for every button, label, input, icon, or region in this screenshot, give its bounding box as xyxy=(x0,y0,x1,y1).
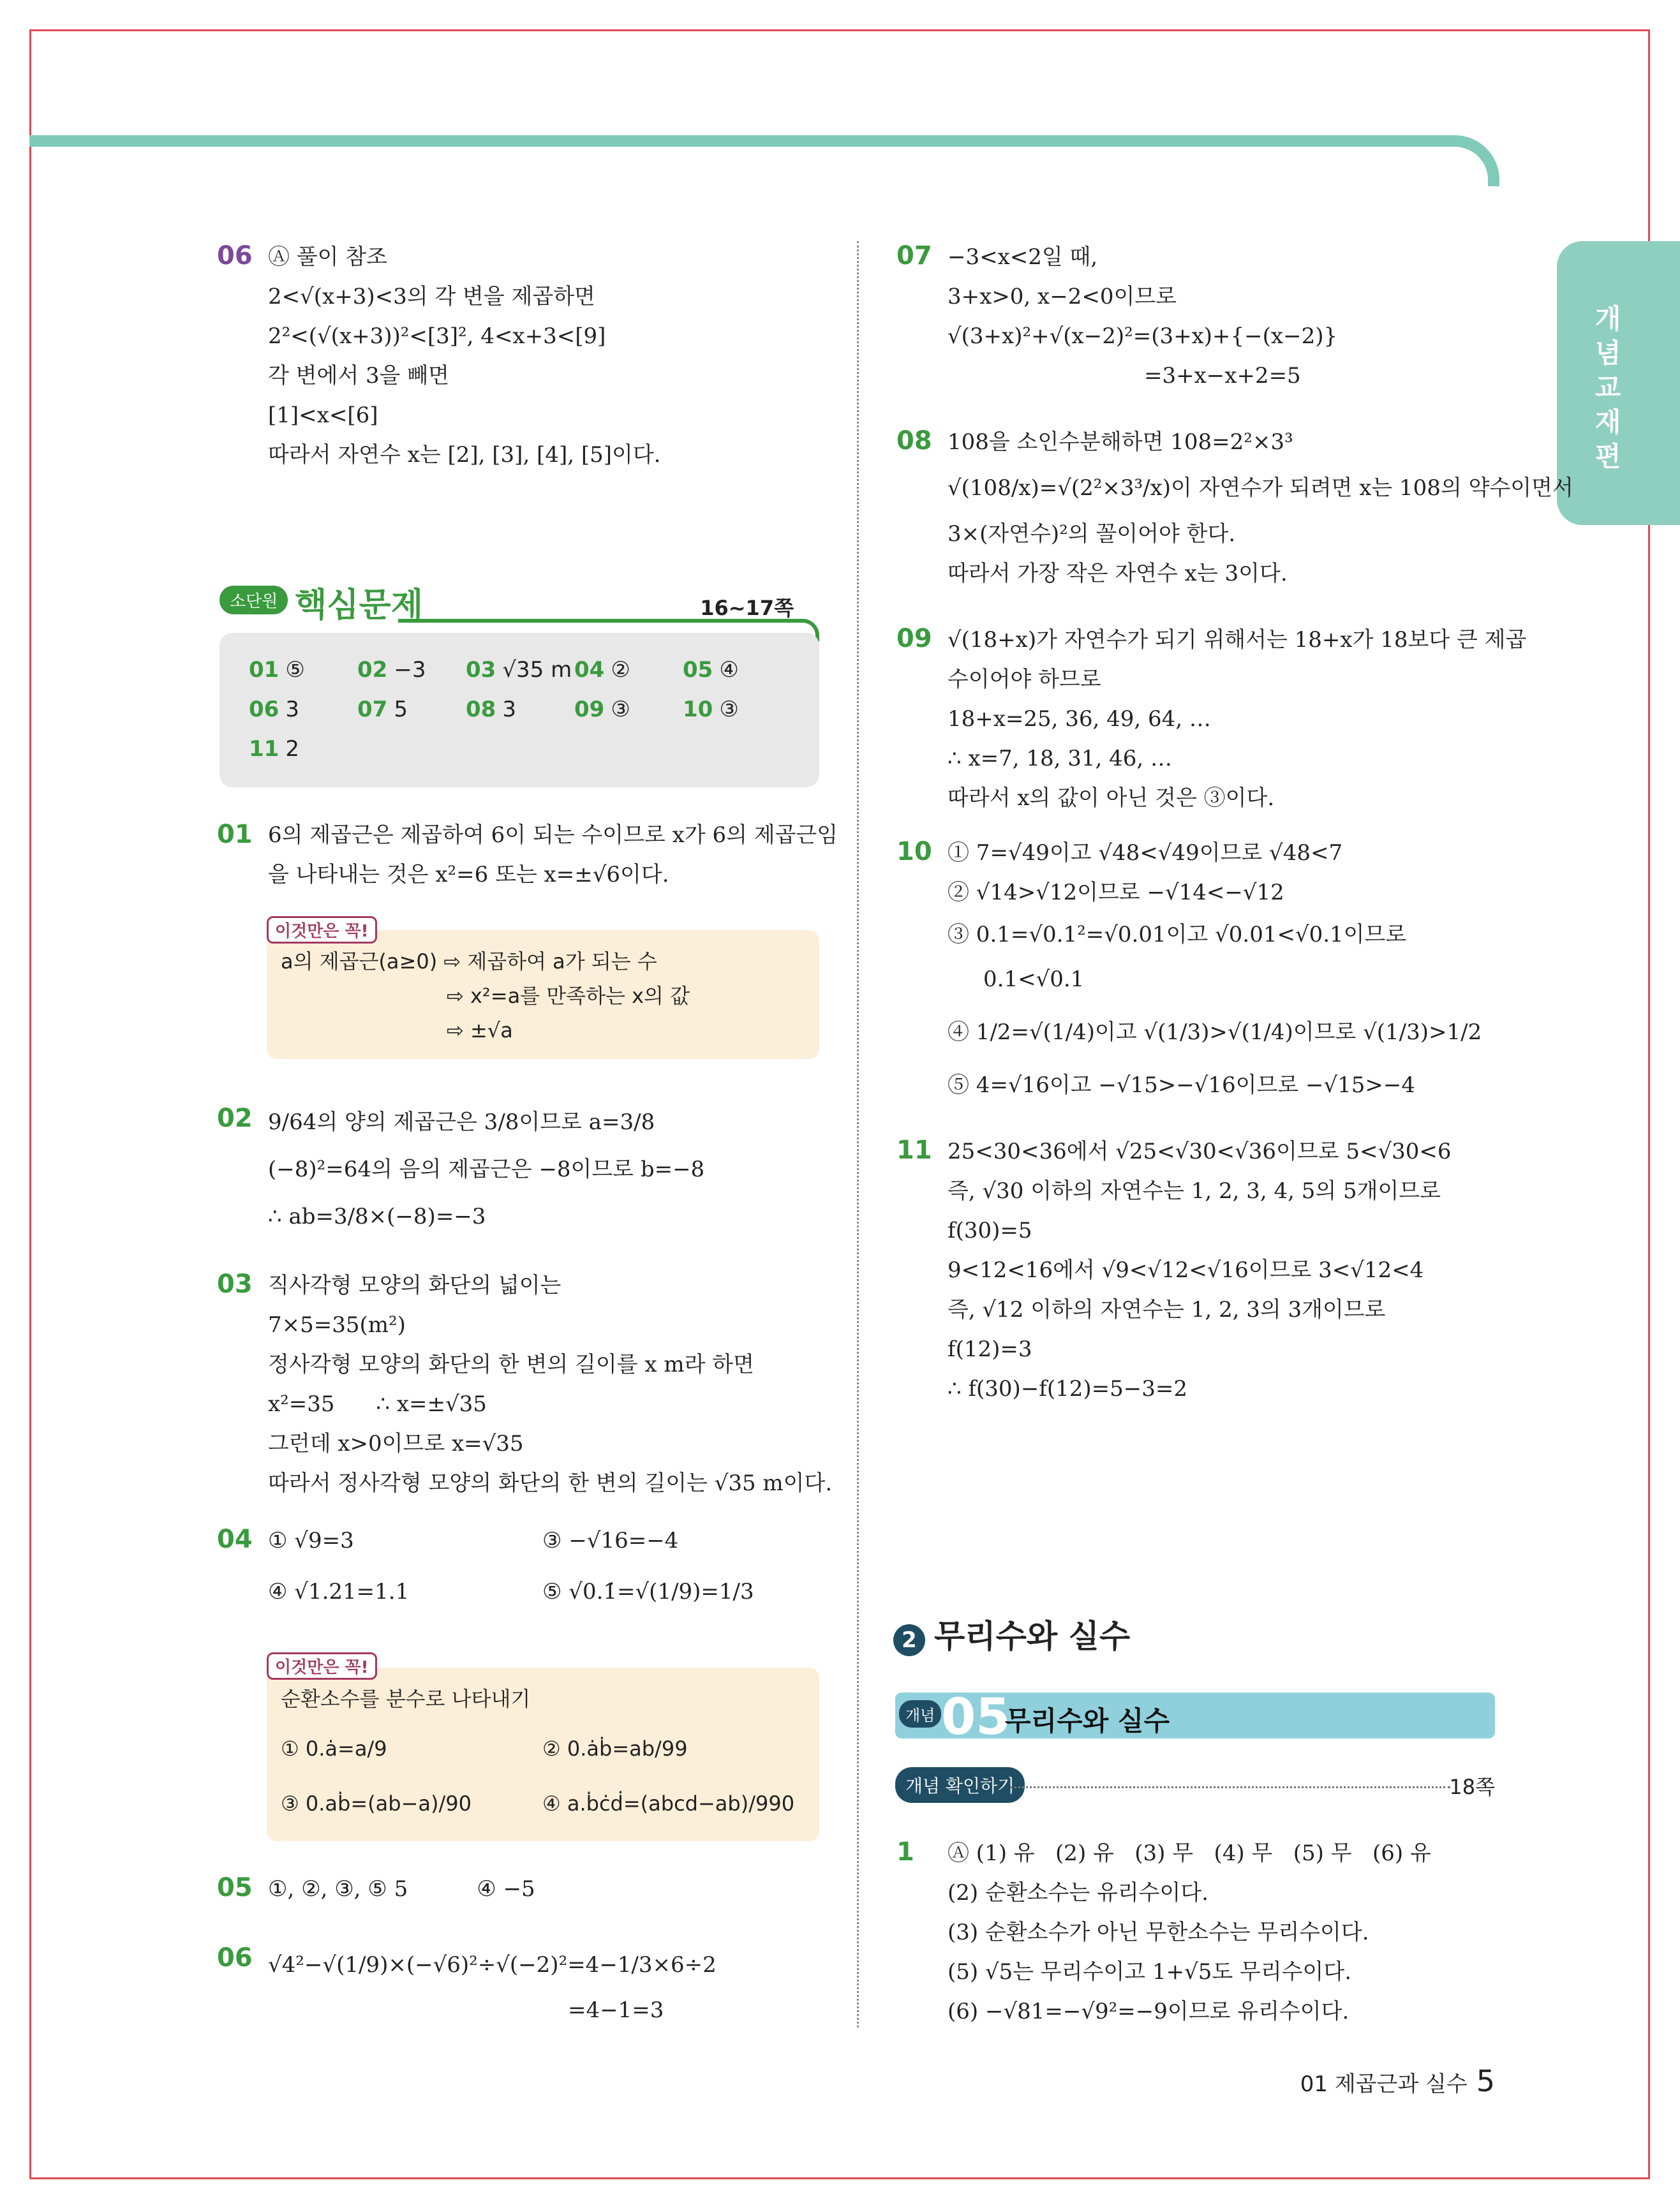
tip-line: a의 제곱근(a≥0) ⇨ 제곱하여 a가 되는 수 xyxy=(281,949,657,974)
solution-line: Ⓐ (1) 유 (2) 유 (3) 무 (4) 무 (5) 무 (6) 유 xyxy=(948,1841,1431,1866)
solution-line: √(108/x)=√(2²×3³/x)이 자연수가 되려면 x는 108의 약수이면서 xyxy=(948,475,1573,501)
problem-number: 1 xyxy=(896,1837,914,1867)
core-title: 핵심문제 xyxy=(295,586,423,625)
solution-line: ① 7=√49이고 √48<√49이므로 √48<7 xyxy=(948,840,1343,866)
header-bar xyxy=(29,135,1459,147)
problem-06-calc xyxy=(268,1939,717,2030)
answer-item: 03 √35 m xyxy=(466,657,572,683)
solution-line: ④ 1/2=√(1/4)이고 √(1/3)>√(1/4)이므로 √(1/3)>1/2 xyxy=(948,1019,1482,1045)
problem-number: 03 xyxy=(217,1270,253,1299)
solution-line: 수이어야 하므로 xyxy=(948,667,1101,692)
problem-number: 11 xyxy=(896,1136,932,1165)
solution-line: ⑤ 4=√16이고 −√15>−√16이므로 −√15>−4 xyxy=(948,1072,1416,1098)
side-tab xyxy=(1557,241,1680,525)
solution-item: ⑤ √0.1̇=√(1/9)=1/3 xyxy=(542,1579,754,1604)
solution-line: ①, ②, ③, ⑤ 5 ④ −5 xyxy=(268,1876,535,1902)
concept-check-label: 개념 확인하기 xyxy=(895,1767,1025,1803)
solution-line: =3+x−x+2=5 xyxy=(1144,363,1301,389)
column-divider xyxy=(857,241,859,2027)
problem-07-solution xyxy=(948,237,1337,396)
problem-10-solution xyxy=(948,833,1482,1108)
solution-line: 9/64의 양의 제곱근은 3/8이므로 a=3/8 xyxy=(268,1109,655,1135)
solution-item: ④ √1.21=1.1 xyxy=(268,1579,410,1604)
page-footer xyxy=(1300,2064,1495,2098)
problem-number: 10 xyxy=(896,837,932,866)
problem-06-solution xyxy=(268,237,661,475)
solution-line: 3×(자연수)²의 꼴이어야 한다. xyxy=(948,521,1236,547)
problem-1-solution xyxy=(948,1834,1431,2031)
tip-label: 이것만은 꼭! xyxy=(267,916,377,944)
solution-line: Ⓐ 풀이 참조 xyxy=(268,244,387,270)
solution-line: 6의 제곱근은 제곱하여 6이 되는 수이므로 x가 6의 제곱근임 xyxy=(268,822,838,848)
problem-number: 08 xyxy=(896,426,932,456)
tip-item: ② 0.ȧḃ=ab/99 xyxy=(542,1737,688,1761)
answer-item: 05 ④ xyxy=(683,657,739,683)
solution-line: x²=35 ∴ x=±√35 xyxy=(268,1391,487,1417)
answer-item: 10 ③ xyxy=(683,697,739,722)
answer-item: 08 3 xyxy=(466,697,516,722)
solution-line: 따라서 가장 작은 자연수 x는 3이다. xyxy=(948,561,1288,586)
section-number: 2 xyxy=(893,1624,925,1656)
problem-11-solution xyxy=(948,1132,1452,1409)
solution-line: 그런데 x>0이므로 x=√35 xyxy=(268,1431,524,1456)
concept-title: 무리수와 실수 xyxy=(1005,1705,1170,1737)
side-tab-label: 개념교재편 xyxy=(1595,303,1621,472)
answer-item: 02 −3 xyxy=(357,657,426,683)
section-title: 무리수와 실수 xyxy=(934,1618,1131,1655)
solution-line: 정사각형 모양의 화단의 한 변의 길이를 x m라 하면 xyxy=(268,1352,754,1377)
solution-line: ∴ f(30)−f(12)=5−3=2 xyxy=(948,1376,1188,1402)
chapter-label: 01 제곱근과 실수 xyxy=(1300,2071,1468,2097)
concept-bar xyxy=(895,1689,1495,1746)
answer-item: 01 ⑤ xyxy=(249,657,305,683)
solution-line: 18+x=25, 36, 49, 64, … xyxy=(948,706,1211,732)
answer-item: 06 3 xyxy=(249,697,299,722)
problem-04-solution xyxy=(268,1521,817,1623)
solution-item: ① √9=3 xyxy=(268,1528,354,1553)
concept-check-page: 18쪽 xyxy=(1449,1775,1495,1799)
problem-number: 06 xyxy=(217,241,253,270)
solution-line: 직사각형 모양의 화단의 넓이는 xyxy=(268,1273,561,1298)
concept-check-row xyxy=(895,1767,1495,1805)
dotted-leader xyxy=(1010,1786,1450,1788)
solution-line: 0.1<√0.1 xyxy=(983,967,1085,992)
concept-number: 05 xyxy=(941,1689,1011,1746)
tip-label: 이것만은 꼭! xyxy=(267,1652,377,1680)
section-heading xyxy=(893,1611,1130,1657)
tip-item: ① 0.ȧ=a/9 xyxy=(281,1737,387,1761)
solution-line: [1]<x<[6] xyxy=(268,403,378,428)
solution-line: (2) 순환소수는 유리수이다. xyxy=(948,1880,1209,1906)
problem-number: 07 xyxy=(896,241,932,270)
problem-number: 05 xyxy=(217,1873,253,1902)
problem-number: 04 xyxy=(217,1525,253,1554)
solution-line: 2²<(√(x+3))²<[3]², 4<x+3<[9] xyxy=(268,323,606,349)
solution-line: 따라서 자연수 x는 [2], [3], [4], [5]이다. xyxy=(268,442,661,468)
solution-line: √4²−√(1/9)×(−√6)²÷√(−2)²=4−1/3×6÷2 xyxy=(268,1952,717,1978)
page-number: 5 xyxy=(1476,2064,1495,2098)
solution-line: ② √14>√12이므로 −√14<−√12 xyxy=(948,880,1284,905)
solution-line: 따라서 정사각형 모양의 화단의 한 변의 길이는 √35 m이다. xyxy=(268,1471,833,1496)
problem-08-solution xyxy=(948,422,1573,593)
problem-number: 02 xyxy=(217,1104,253,1133)
solution-line: ∴ x=7, 18, 31, 46, … xyxy=(948,746,1172,771)
solution-line: (3) 순환소수가 아닌 무한소수는 무리수이다. xyxy=(948,1920,1369,1945)
problem-number: 09 xyxy=(896,624,932,653)
solution-line: 25<30<36에서 √25<√30<√36이므로 5<√30<6 xyxy=(948,1139,1452,1164)
core-problems-header xyxy=(219,582,819,626)
solution-line: 2<√(x+3)<3의 각 변을 제곱하면 xyxy=(268,284,595,309)
solution-line: 108을 소인수분해하면 108=2²×3³ xyxy=(948,429,1293,455)
concept-tag: 개념 xyxy=(899,1700,941,1728)
solution-line: ∴ ab=3/8×(−8)=−3 xyxy=(268,1204,486,1229)
solution-line: f(30)=5 xyxy=(948,1218,1032,1243)
problem-02-solution xyxy=(268,1099,704,1240)
solution-line: (6) −√81=−√9²=−9이므로 유리수이다. xyxy=(948,1999,1349,2024)
solution-line: f(12)=3 xyxy=(948,1337,1032,1362)
solution-line: 을 나타내는 것은 x²=6 또는 x=±√6이다. xyxy=(268,862,669,887)
answer-item: 07 5 xyxy=(357,697,408,722)
solution-line: −3<x<2일 때, xyxy=(948,244,1098,270)
tip-item: ③ 0.aḃ=(ab−a)/90 xyxy=(281,1791,472,1816)
solution-line: 따라서 x의 값이 아닌 것은 ③이다. xyxy=(948,785,1275,811)
solution-item: ③ −√16=−4 xyxy=(542,1528,679,1553)
solution-line: 즉, √12 이하의 자연수는 1, 2, 3의 3개이므로 xyxy=(948,1297,1386,1323)
section-badge: 소단원 xyxy=(219,586,288,614)
answer-item: 04 ② xyxy=(574,657,630,683)
solution-line: √(18+x)가 자연수가 되기 위해서는 18+x가 18보다 큰 제곱 xyxy=(948,627,1527,653)
problem-number: 01 xyxy=(217,820,253,849)
core-pages: 16~17쪽 xyxy=(700,596,794,620)
solution-line: (5) √5는 무리수이고 1+√5도 무리수이다. xyxy=(948,1959,1352,1985)
problem-03-solution xyxy=(268,1266,832,1503)
tip-line: ⇨ x²=a를 만족하는 x의 값 xyxy=(447,984,690,1008)
tip-item: ④ a.ḃċḋ=(abcd−ab)/990 xyxy=(542,1791,795,1816)
problem-01-solution xyxy=(268,815,838,894)
problem-09-solution xyxy=(948,620,1526,818)
solution-line: =4−1=3 xyxy=(568,1997,664,2023)
solution-line: (−8)²=64의 음의 제곱근은 −8이므로 b=−8 xyxy=(268,1157,705,1182)
answer-item: 11 2 xyxy=(249,736,299,762)
problem-05-solution xyxy=(268,1869,535,1909)
problem-number: 06 xyxy=(217,1943,253,1973)
solution-line: 7×5=35(m²) xyxy=(268,1312,406,1338)
solution-line: 즉, √30 이하의 자연수는 1, 2, 3, 4, 5의 5개이므로 xyxy=(948,1178,1441,1204)
tip-title: 순환소수를 분수로 나타내기 xyxy=(281,1687,531,1711)
solution-line: 각 변에서 3을 빼면 xyxy=(268,363,449,389)
answer-item: 09 ③ xyxy=(574,697,630,722)
tip-line: ⇨ ±√a xyxy=(447,1018,513,1042)
solution-line: √(3+x)²+√(x−2)²=(3+x)+{−(x−2)} xyxy=(948,323,1338,349)
solution-line: 3+x>0, x−2<0이므로 xyxy=(948,284,1177,309)
solution-line: 9<12<16에서 √9<√12<√16이므로 3<√12<4 xyxy=(948,1257,1424,1283)
solution-line: ③ 0.1=√0.1²=√0.01이고 √0.01<√0.1이므로 xyxy=(948,922,1407,947)
